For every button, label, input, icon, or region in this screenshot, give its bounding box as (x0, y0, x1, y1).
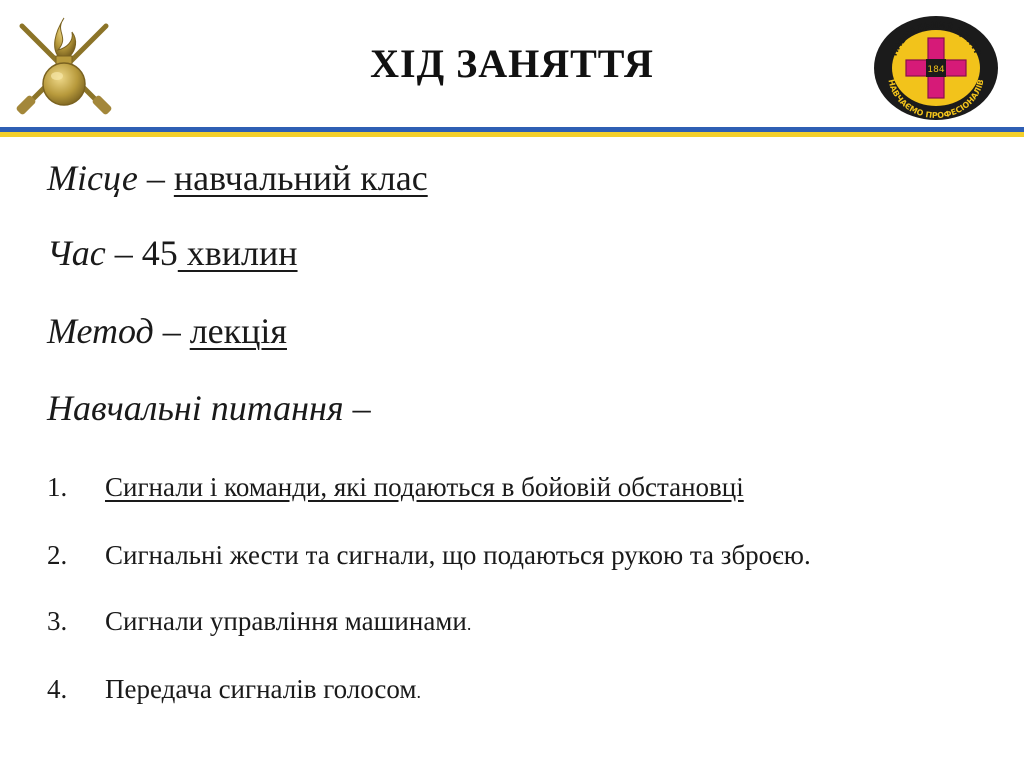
meta-time-dash: – (105, 233, 142, 273)
meta-method-dash: – (153, 311, 190, 351)
meta-time-number: 45 (141, 233, 178, 273)
svg-text:НАВЧАЛЬНИЙ ЦЕНТР: НАВЧАЛЬНИЙ ЦЕНТР (889, 20, 983, 58)
question-item-2 (47, 540, 811, 571)
training-center-badge-icon (872, 14, 1000, 122)
meta-time (47, 232, 298, 274)
meta-place-dash: – (137, 158, 174, 198)
question-item-4 (47, 674, 421, 705)
question-item-3 (47, 606, 471, 637)
question-text: Сигнальні жести та сигнали, що подаються рукою та зброєю. (105, 540, 811, 570)
question-number: 2. (47, 540, 68, 570)
question-number: 3. (47, 606, 68, 636)
page-title: ХІД ЗАНЯТТЯ (370, 41, 654, 86)
question-text: Сигнали управління машинами (105, 606, 467, 636)
question-text: Передача сигналів голосом (105, 674, 417, 704)
svg-text:НАВЧАЄМО ПРОФЕСІОНАЛІВ: НАВЧАЄМО ПРОФЕСІОНАЛІВ (886, 78, 986, 121)
question-number: 1. (47, 472, 68, 502)
meta-time-label: Час (47, 233, 106, 273)
question-end: . (416, 682, 421, 702)
question-number: 4. (47, 674, 68, 704)
question-item-1 (47, 472, 744, 503)
meta-time-value: хвилин (177, 233, 298, 273)
meta-method-label: Метод (47, 311, 154, 351)
meta-place-value: навчальний клас (173, 158, 428, 198)
question-text: Сигнали і команди, які подаються в бойовій обстановці (105, 472, 744, 502)
meta-method (47, 310, 287, 352)
meta-place (47, 157, 428, 199)
meta-place-label: Місце (47, 158, 138, 198)
question-end: . (466, 614, 472, 634)
questions-heading: Навчальні питання – (47, 388, 371, 428)
meta-method-value: лекція (189, 311, 287, 351)
header-stripe-yellow (0, 132, 1024, 137)
svg-text:184: 184 (927, 65, 945, 75)
